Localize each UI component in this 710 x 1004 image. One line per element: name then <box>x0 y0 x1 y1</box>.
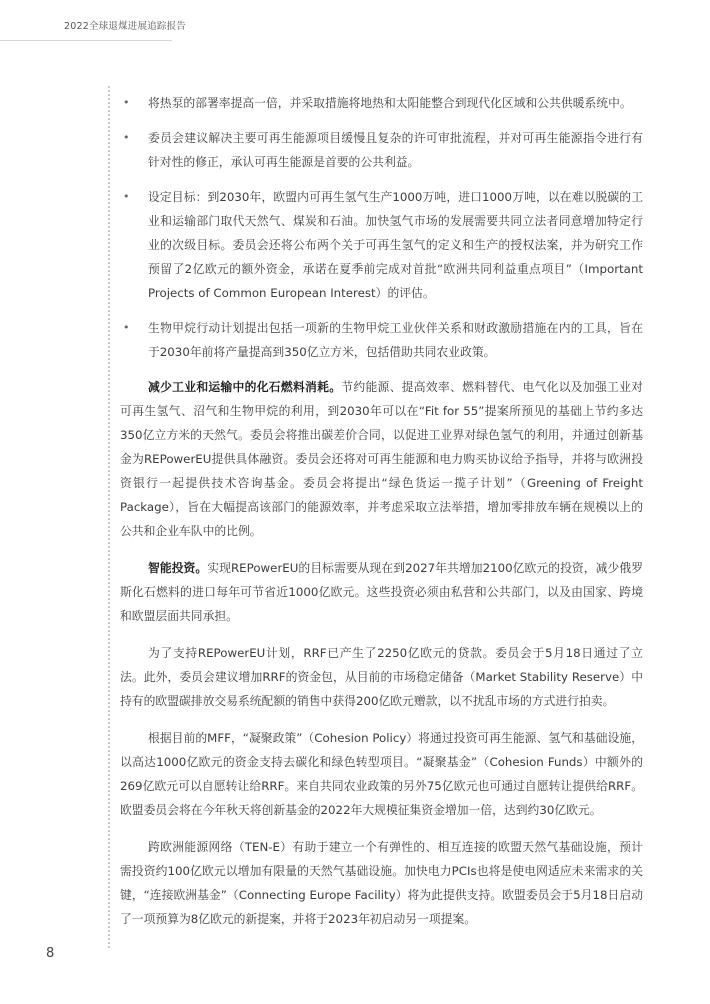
paragraph-text: 根据目前的MFF，“凝聚政策”（Cohesion Policy）将通过投资可再生能源、氢气和基础设施，以高达1000亿欧元的资金支持去碳化和绿色转型项目。“凝聚基金”（Cohesion Funds）中额外的269亿欧元可以自愿转让给RRF。来自共同农业政策的另外75亿欧元也可通过自愿转让提供给RRF。欧盟委员会将在今年秋天将创新基金的2022年大规模征集资金增加一倍，达到约30亿欧元。 <box>120 731 643 817</box>
page-body <box>120 91 643 944</box>
bullet-item <box>120 91 643 115</box>
bullet-list <box>120 91 643 364</box>
bullet-text: 将热泵的部署率提高一倍，并采取措施将地热和太阳能整合到现代化区域和公共供暖系统中。 <box>148 96 632 110</box>
bullet-item <box>120 126 643 174</box>
paragraph-fossil-fuel-reduction <box>120 375 643 543</box>
bullet-item <box>120 185 643 305</box>
report-header-title: 2022全球退煤进展追踪报告 <box>64 21 186 32</box>
bullet-text: 委员会建议解决主要可再生能源项目缓慢且复杂的许可审批流程，并对可再生能源指令进行有针对性的修正，承认可再生能源是首要的公共利益。 <box>148 131 643 169</box>
paragraph-text: 节约能源、提高效率、燃料替代、电气化以及加强工业对可再生氢气、沼气和生物甲烷的利用，到2030年可以在“Fit for 55”提案所预见的基础上节约多达350亿立方米的天然气。委员会将推出碳差价合同，以促进工业界对绿色氢气的利用，并通过创新基金为REPowerEU提供具体融资。委员会还将对可再生能源和电力购买协议给予指导，并将与欧洲投资银行一起提供技术咨询基金。委员会将提出“绿色货运一揽子计划”（Greening of Freight Package），旨在大幅提高该部门的能源效率，并考虑采取立法举措，增加零排放车辆在规模以上的公共和企业车队中的比例。 <box>120 380 643 538</box>
bullet-text: 设定目标：到2030年，欧盟内可再生氢气生产1000万吨，进口1000万吨，以在难以脱碳的工业和运输部门取代天然气、煤炭和石油。加快氢气市场的发展需要共同立法者同意增加特定行业的次级目标。委员会还将公布两个关于可再生氢气的定义和生产的授权法案，并为研究工作预留了2亿欧元的额外资金，承诺在夏季前完成对首批“欧洲共同利益重点项目”（Important Projects of Common European Interest）的评估。 <box>148 190 643 300</box>
paragraph-text: 跨欧洲能源网络（TEN-E）有助于建立一个有弹性的、相互连接的欧盟天然气基础设施，预计需投资约100亿欧元以增加有限量的天然气基础设施。加快电力PCIs也将是使电网适应未来需求的关键，“连接欧洲基金”（Connecting Europe Facility）将为此提供支持。欧盟委员会于5月18日启动了一项预算为8亿欧元的新提案，并将于2023年初启动另一项提案。 <box>120 840 643 926</box>
bullet-dot-icon: • <box>123 96 130 109</box>
paragraph-lead-heading: 减少工业和运输中的化石燃料消耗。 <box>148 380 342 394</box>
paragraph-text: 实现REPowerEU的目标需要从现在到2027年共增加2100亿欧元的投资，减少俄罗斯化石燃料的进口每年可节省近1000亿欧元。这些投资必须由私营和公共部门，以及由国家、跨境和欧盟层面共同承担。 <box>120 561 643 623</box>
dotted-margin-rule <box>108 86 110 948</box>
bullet-text: 生物甲烷行动计划提出包括一项新的生物甲烷工业伙伴关系和财政激励措施在内的工具，旨在于2030年前将产量提高到350亿立方米，包括借助共同农业政策。 <box>148 321 643 359</box>
paragraph-text: 为了支持REPowerEU计划，RRF已产生了2250亿欧元的贷款。委员会于5月18日通过了立法。此外，委员会建议增加RRF的资金包，从目前的市场稳定储备（Market Stability Reserve）中持有的欧盟碳排放交易系统配额的销售中获得200亿欧元赠款，以不扰乱市场的方式进行拍卖。 <box>120 646 643 708</box>
paragraph-rrf <box>120 641 643 713</box>
bullet-dot-icon: • <box>123 321 130 334</box>
page-number: 8 <box>46 946 55 961</box>
paragraph-mff-cohesion <box>120 726 643 822</box>
bullet-item <box>120 316 643 364</box>
bullet-dot-icon: • <box>123 190 130 203</box>
bullet-dot-icon: • <box>123 131 130 144</box>
paragraph-smart-investment <box>120 556 643 628</box>
paragraph-ten-e <box>120 835 643 931</box>
paragraph-lead-heading: 智能投资。 <box>148 561 208 575</box>
